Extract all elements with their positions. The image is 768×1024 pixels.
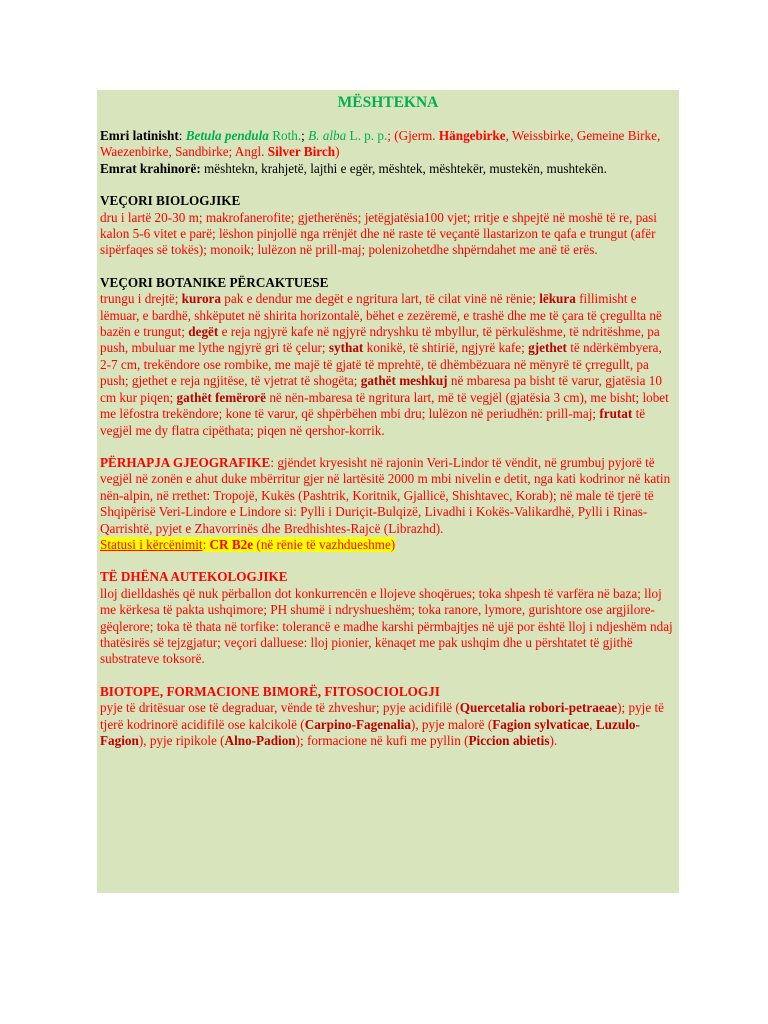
threat-status: Statusi i kërcënimit: CR B2e (në rënie të vazhdueshme) <box>100 536 396 552</box>
latin-name-2: B. alba <box>308 128 347 143</box>
term-gathet-meshkuj: gathët meshkuj <box>360 373 448 389</box>
threat-status-desc: (në rënie të vazhdueshme) <box>253 536 396 552</box>
biology-heading: VEÇORI BIOLOGJIKE <box>100 193 241 209</box>
term-quercetalia: Quercetalia robori-petraeae <box>459 700 618 716</box>
term-fagion-sylvaticae: Fagion sylvaticae <box>492 716 590 732</box>
latin-label: Emri latinisht <box>100 128 179 143</box>
term-lekura: lëkura <box>539 291 576 307</box>
term-gjethet: gjethet <box>528 340 567 356</box>
document-panel <box>97 90 679 893</box>
threat-status-code: CR B2e <box>209 536 254 552</box>
term-alno-padion: Alno-Padion <box>224 733 296 748</box>
local-names-label: Emrat krahinorë: <box>100 160 201 176</box>
page-title: MËSHTEKNA <box>337 94 439 111</box>
local-names-text: mështekn, krahjetë, lajthi e egër, mështek, mështekër, mustekën, mushtekën. <box>200 160 607 176</box>
latin-name-paragraph: Emri latinisht: Betula pendula Roth.; B. alba L. p. p.; (Gjerm. Hängebirke, Weissbirke, Gemeine Birke, Waezenbirke, Sandbirke; Angl. Silver Birch) <box>100 128 661 160</box>
latin-name-1: Betula pendula <box>185 128 269 143</box>
botany-text: trungu i drejtë; kurora pak e dendur me degët e ngritura lart, të cilat vinë në rënie; lëkura fillimisht e lëmuar, e bardhë, shkëputet në shirita horizontalë, bëhet e zezëremë, e trashë dhe me të çara të çregullta në bazën e trungut; degët e reja ngjyrë kafe në ngjyrë ndryshku të mbyllur, të përkulëshme, të ndritëshme, pa push, mbuluar me lythe ngjyrë gri të çelur; sythat konikë, të shtirië, ngjyrë kafe; gjethet të ndërkëmbyera, 2-7 cm, trekëndore ose rombike, me majë të gjatë të mprehtë, të dhëmbëzuara në mënyrë të çrregullt, pa push; gjethet e reja ngjitëse, të vjetrat të shogëta; gathët meshkuj në mbaresa pa bisht të varur, gjatësia 10 cm kur piqen; gathët femërorë në nën-mbaresa të ngritura lart, më të vegjël (gjatësia 3 cm), me bisht; lobet me lëfostra trekëndore; kone të varur, që shpërbëhen mbi dru; lulëzon në periudhën: prill-maj; frutat të vegjël me dy flatra cipëthata; piqen në qershor-korrik. <box>100 291 669 438</box>
local-names-paragraph <box>100 161 676 177</box>
term-piccion-abietis: Piccion abietis <box>468 733 550 748</box>
term-gathet-femerore: gathët femërorë <box>176 389 267 405</box>
term-deget: degët <box>188 324 219 340</box>
term-kurora: kurora <box>181 291 221 307</box>
biology-text: dru i lartë 20-30 m; makrofanerofite; gjetherënës; jetëgjatësia100 vjet; rritje e shpejtë në moshë të re, pasi kalon 5-6 vitet e parë; lëshon pinjollë nga rrënjët dhe në raste të veçantë llastarizon te qafa e trungut (afër sipërfaqes së tokës); monoik; lulëzon në prill-maj; polenizohetdhe shpërndahet me anë të erës. <box>100 209 657 258</box>
biotope-heading: BIOTOPE, FORMACIONE BIMORË, FITOSOCIOLOGJI <box>100 683 440 699</box>
term-frutat: frutat <box>599 406 633 422</box>
term-sythat: sythat <box>328 340 364 356</box>
german-name: Hängebirke <box>438 128 506 143</box>
biotope-text: pyje të dritësuar ose të degraduar, vënde të zhveshur; pyje acidifilë (Quercetalia robori-petraeae); pyje të tjerë kodrinorë acidifilë ose kalcikolë (Carpino-Fagenalia), pyje malorë (Fagion sylvaticae, Luzulo-Fagion), pyje ripikole (Alno-Padion); formacione në kufi me pyllin (Piccion abietis). <box>100 700 664 748</box>
geography-text: : gjëndet kryesisht në rajonin Veri-Lindor të vëndit, në grumbuj pyjorë të vegjël në zonën e ahut duke mbërritur gjer në lartësitë 2000 m mbi nivelin e detit, nga kati kodrinor në katin nën-alpin, në rrethet: Tropojë, Kukës (Pashtrik, Koritnik, Gjallicë, Shishtavec, Korab); në male të tjerë të Shqipërisë Veri-Lindore e Lindore si: Pylli i Duriçit-Bulqizë, Livadhi i Kokës-Valikardhë, Pylli i Rinas-Qarrishtë, pyjet e Zhavorrinës dhe Bredhishtes-Rajcë (Librazhd). <box>100 454 671 536</box>
threat-status-label: Statusi i kërcënimit <box>100 536 203 552</box>
term-carpino-fagenalia: Carpino-Fagenalia <box>304 716 411 732</box>
botany-heading: VEÇORI BOTANIKE PËRCAKTUESE <box>100 274 329 290</box>
geography-paragraph <box>100 455 676 537</box>
autecology-text: lloj dielldashës që nuk përballon dot konkurrencën e llojeve shoqërues; toka shpesh të varfëra në baza; lloj me kërkesa të pakta ushqimore; PH shumë i ndryshueshëm; toka ranore, lymore, gurishtore ose argjilore-gëqlerore; toka të thata në torfike: tolerancë e madhe karshi përmbajtjes në ujë por është lloj i ndjeshëm ndaj thatësirës së tejzgjatur; veçori dalluese: lloj pionier, kënaqet me pak ushqim dhe u përshtatet të gjithë substrateve toksorë. <box>100 585 673 667</box>
english-name: Silver Birch <box>267 144 336 160</box>
term-luzulo-fagion: Luzulo-Fagion <box>100 716 640 748</box>
autecology-heading: TË DHËNA AUTEKOLOGJIKE <box>100 569 288 585</box>
geography-heading: PËRHAPJA GJEOGRAFIKE <box>100 454 271 470</box>
